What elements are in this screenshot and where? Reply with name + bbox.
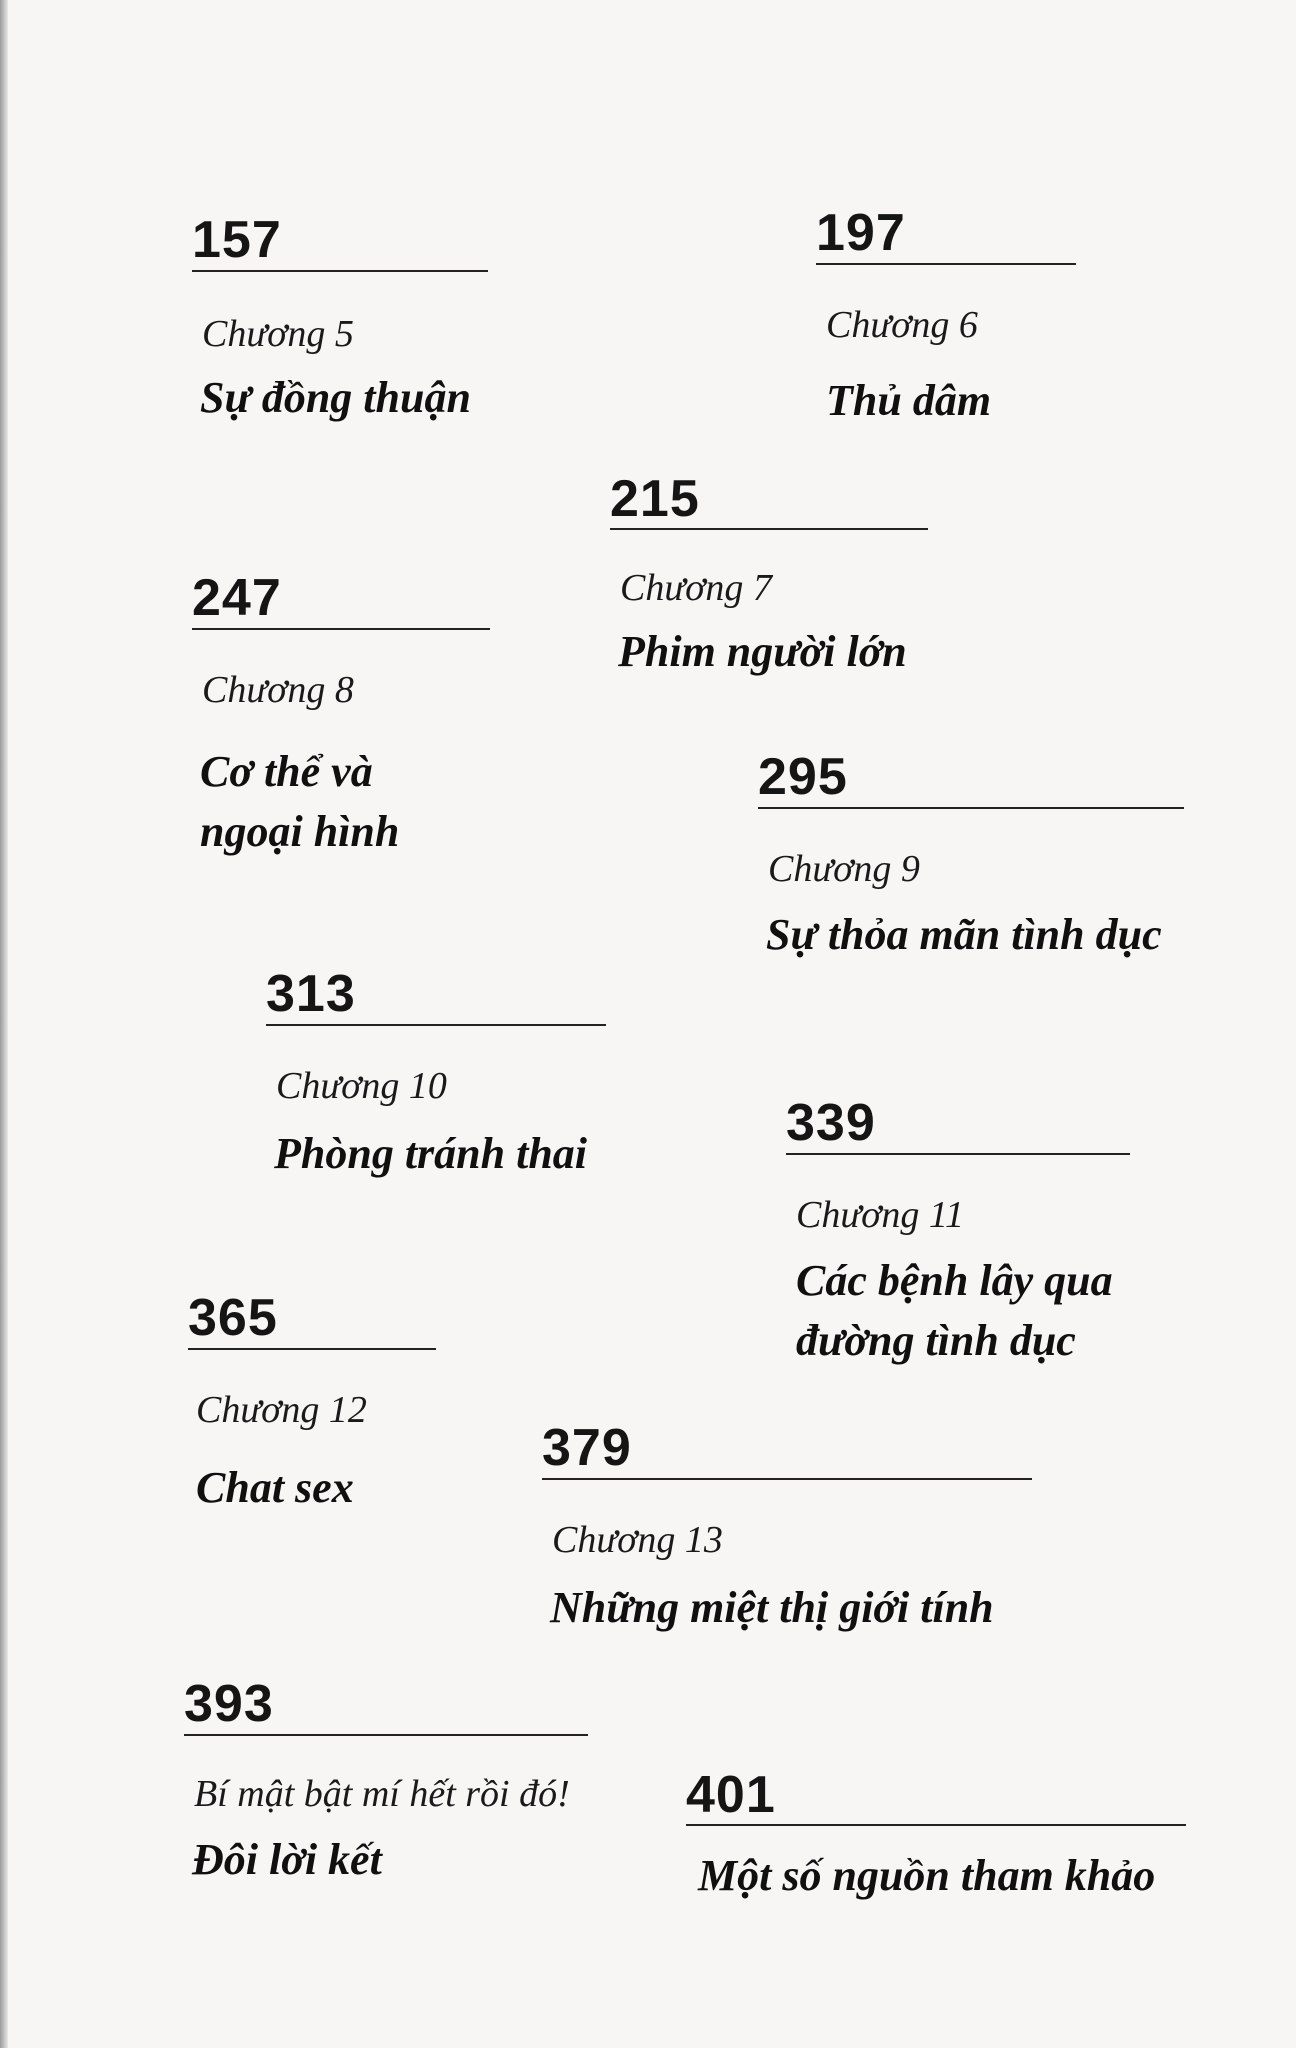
chapter-label: Chương 6	[826, 304, 978, 346]
chapter-title: Một số nguồn tham khảo	[698, 1851, 1156, 1900]
divider-line	[610, 528, 928, 530]
chapter-title: Sự thỏa mãn tình dục	[766, 910, 1162, 959]
page-number: 393	[184, 1675, 274, 1733]
page-number: 379	[542, 1419, 632, 1477]
page-number: 339	[786, 1094, 876, 1152]
chapter-label: Chương 8	[202, 669, 354, 711]
page-number: 157	[192, 211, 282, 269]
divider-line	[184, 1734, 588, 1736]
toc-entry-chapter-11[interactable]	[786, 1095, 1130, 1371]
divider-line	[542, 1478, 1032, 1480]
page-number: 197	[816, 204, 906, 262]
toc-entry-chapter-13[interactable]	[542, 1420, 1032, 1638]
toc-entry-chapter-5[interactable]	[192, 212, 488, 428]
page-number: 365	[188, 1289, 278, 1347]
divider-line	[266, 1024, 606, 1026]
chapter-title: Phim người lớn	[618, 627, 907, 676]
chapter-label: Chương 11	[796, 1194, 965, 1236]
chapter-label: Chương 12	[196, 1389, 367, 1431]
divider-line	[758, 807, 1184, 809]
toc-entry-chapter-8[interactable]	[192, 570, 490, 862]
chapter-label: Chương 7	[620, 567, 772, 609]
chapter-title: Các bệnh lây qua đường tình dục	[796, 1256, 1113, 1365]
page-number: 401	[686, 1766, 776, 1824]
page-number: 313	[266, 965, 356, 1023]
chapter-label: Chương 13	[552, 1519, 723, 1561]
divider-line	[192, 270, 488, 272]
page-number: 247	[192, 569, 282, 627]
toc-entry-chapter-9[interactable]	[758, 749, 1184, 965]
chapter-label: Bí mật bật mí hết rồi đó!	[194, 1773, 570, 1815]
toc-entry-chapter-12[interactable]	[188, 1290, 436, 1518]
divider-line	[816, 263, 1076, 265]
chapter-label: Chương 9	[768, 848, 920, 890]
toc-entry-references[interactable]	[686, 1767, 1186, 1906]
toc-entry-chapter-6[interactable]	[816, 205, 1076, 431]
chapter-label: Chương 10	[276, 1065, 447, 1107]
chapter-label: Chương 5	[202, 313, 354, 355]
divider-line	[192, 628, 490, 630]
toc-entry-chapter-7[interactable]	[610, 471, 928, 682]
divider-line	[188, 1348, 436, 1350]
chapter-title: Phòng tránh thai	[274, 1129, 588, 1178]
chapter-title: Chat sex	[196, 1463, 354, 1512]
toc-entry-afterword[interactable]	[184, 1676, 588, 1890]
chapter-title: Đôi lời kết	[192, 1835, 382, 1884]
divider-line	[786, 1153, 1130, 1155]
chapter-title: Cơ thể và ngoại hình	[200, 747, 400, 856]
divider-line	[686, 1824, 1186, 1826]
chapter-title: Thủ dâm	[826, 376, 992, 425]
chapter-title: Sự đồng thuận	[200, 373, 471, 422]
page-number: 295	[758, 748, 848, 806]
toc-entry-chapter-10[interactable]	[266, 966, 606, 1184]
page-number: 215	[610, 470, 700, 528]
chapter-title: Những miệt thị giới tính	[550, 1583, 994, 1632]
page-edge-shadow	[0, 0, 8, 2048]
